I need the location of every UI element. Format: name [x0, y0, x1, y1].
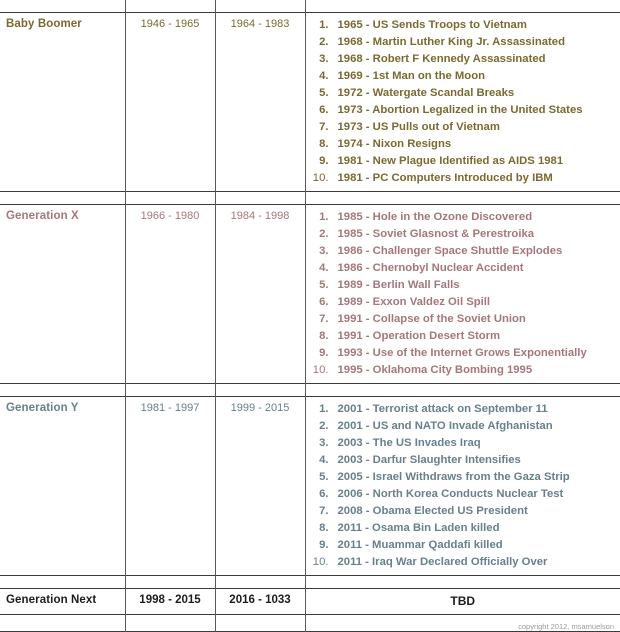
- event-text: 1968 - Robert F Kennedy Assassinated: [338, 53, 546, 65]
- event-number: 1.: [306, 209, 329, 226]
- footer-cell-events: [305, 615, 620, 632]
- birth-years-label: 1946 - 1965: [126, 13, 215, 30]
- event-list-item: [306, 153, 620, 170]
- event-number: 6.: [306, 102, 329, 119]
- event-text: 1968 - Martin Luther King Jr. Assassinated: [338, 36, 565, 48]
- table-row-baby-boomer[interactable]: [0, 13, 620, 192]
- event-list-item: [306, 17, 620, 34]
- footer-cell-coming: [215, 615, 305, 632]
- event-number: 9.: [306, 153, 329, 170]
- event-number: 5.: [306, 277, 329, 294]
- event-list-item: [306, 119, 620, 136]
- spacer-cell-events: [305, 384, 620, 397]
- event-text: 1974 - Nixon Resigns: [338, 138, 452, 150]
- events-list: [306, 205, 620, 383]
- event-list-item: [306, 34, 620, 51]
- cell-generation-name: [0, 397, 125, 576]
- event-list-item: [306, 209, 620, 226]
- event-list-item: [306, 311, 620, 328]
- event-list-item: [306, 486, 620, 503]
- event-text: 1995 - Oklahoma City Bombing 1995: [338, 364, 533, 376]
- generation-name-label: Generation X: [0, 205, 125, 222]
- event-list-item: [306, 226, 620, 243]
- copyright-notice: copyright 2012, msamuelson: [306, 616, 620, 631]
- event-list-item: [306, 294, 620, 311]
- spacer-cell-birth: [125, 192, 215, 205]
- event-text: 1985 - Soviet Glasnost & Perestroika: [338, 228, 535, 240]
- footer-row: [0, 615, 620, 632]
- event-list-item: [306, 85, 620, 102]
- event-list-item: [306, 503, 620, 520]
- spacer-cell-name: [0, 384, 125, 397]
- event-list-item: [306, 362, 620, 379]
- cell-coming-of-age-years: [215, 397, 305, 576]
- spacer-cell-coming: [215, 576, 305, 589]
- event-text: 1981 - New Plague Identified as AIDS 1981: [338, 155, 564, 167]
- event-text: 2006 - North Korea Conducts Nuclear Test: [338, 488, 564, 500]
- event-list-item: [306, 328, 620, 345]
- table-row-generation-y[interactable]: [0, 397, 620, 576]
- event-text: 2011 - Iraq War Declared Officially Over: [338, 556, 548, 568]
- event-number: 7.: [306, 503, 329, 520]
- event-text: 1972 - Watergate Scandal Breaks: [338, 87, 515, 99]
- table-row-generation-next[interactable]: [0, 589, 620, 615]
- event-number: 7.: [306, 119, 329, 136]
- event-text: 2005 - Israel Withdraws from the Gaza Strip: [338, 471, 570, 483]
- event-number: 10.: [306, 362, 329, 379]
- event-text: 1989 - Exxon Valdez Oil Spill: [338, 296, 491, 308]
- cell-generation-name: [0, 13, 125, 192]
- birth-years-label: 1981 - 1997: [126, 397, 215, 414]
- event-number: 10.: [306, 554, 329, 571]
- table-row-generation-x[interactable]: [0, 205, 620, 384]
- spacer-cell-name: [0, 576, 125, 589]
- event-text: 1981 - PC Computers Introduced by IBM: [338, 172, 553, 184]
- events-list: [306, 13, 620, 191]
- event-text: 2001 - US and NATO Invade Afghanistan: [338, 420, 553, 432]
- event-text: 1973 - Abortion Legalized in the United States: [338, 104, 583, 116]
- events-list: [306, 397, 620, 575]
- cell-birth-years: [125, 397, 215, 576]
- event-text: 1985 - Hole in the Ozone Discovered: [338, 211, 533, 223]
- event-text: 1991 - Collapse of the Soviet Union: [338, 313, 526, 325]
- spacer-cell-name: [0, 192, 125, 205]
- spacer-cell-coming: [215, 0, 305, 13]
- coming-of-age-years-label: 1984 - 1998: [216, 205, 305, 222]
- event-text: 2011 - Muammar Qaddafi killed: [338, 539, 503, 551]
- event-text: 2011 - Osama Bin Laden killed: [338, 522, 500, 534]
- cell-birth-years: [125, 205, 215, 384]
- event-list-item: [306, 520, 620, 537]
- cell-birth-years: [125, 589, 215, 615]
- event-number: 4.: [306, 260, 329, 277]
- event-list-item: [306, 452, 620, 469]
- footer-cell-birth: [125, 615, 215, 632]
- cell-generation-name: [0, 589, 125, 615]
- event-number: 2.: [306, 34, 329, 51]
- cell-defining-events: [305, 13, 620, 192]
- spacer-cell-coming: [215, 192, 305, 205]
- event-list-item: [306, 537, 620, 554]
- spacer-cell-coming: [215, 384, 305, 397]
- generation-name-label: Generation Y: [0, 397, 125, 414]
- event-number: 2.: [306, 226, 329, 243]
- event-number: 4.: [306, 452, 329, 469]
- coming-of-age-years-label: 1999 - 2015: [216, 397, 305, 414]
- event-number: 9.: [306, 345, 329, 362]
- event-text: 1986 - Challenger Space Shuttle Explodes: [338, 245, 563, 257]
- spacer-cell-birth: [125, 576, 215, 589]
- birth-years-label: 1966 - 1980: [126, 205, 215, 222]
- coming-of-age-years-label: 1964 - 1983: [216, 13, 305, 30]
- event-text: 2003 - Darfur Slaughter Intensifies: [338, 454, 521, 466]
- event-text: 2003 - The US Invades Iraq: [338, 437, 481, 449]
- cell-defining-events: [305, 589, 620, 615]
- tbd-label: TBD: [306, 589, 620, 610]
- generation-name-label: Baby Boomer: [0, 13, 125, 30]
- event-list-item: [306, 136, 620, 153]
- event-list-item: [306, 102, 620, 119]
- event-text: 1991 - Operation Desert Storm: [338, 330, 501, 342]
- event-list-item: [306, 260, 620, 277]
- event-list-item: [306, 469, 620, 486]
- event-number: 8.: [306, 136, 329, 153]
- event-text: 1973 - US Pulls out of Vietnam: [338, 121, 500, 133]
- cell-defining-events: [305, 397, 620, 576]
- event-number: 3.: [306, 51, 329, 68]
- event-list-item: [306, 418, 620, 435]
- event-text: 2001 - Terrorist attack on September 11: [338, 403, 548, 415]
- event-list-item: [306, 401, 620, 418]
- spacer-cell-events: [305, 576, 620, 589]
- event-list-item: [306, 51, 620, 68]
- event-list-item: [306, 170, 620, 187]
- cell-generation-name: [0, 205, 125, 384]
- top-spacer-row: [0, 0, 620, 13]
- event-number: 1.: [306, 17, 329, 34]
- spacer-cell-events: [305, 0, 620, 13]
- event-text: 1965 - US Sends Troops to Vietnam: [338, 19, 527, 31]
- event-list-item: [306, 68, 620, 85]
- event-text: 1986 - Chernobyl Nuclear Accident: [338, 262, 524, 274]
- event-number: 4.: [306, 68, 329, 85]
- event-number: 7.: [306, 311, 329, 328]
- cell-birth-years: [125, 13, 215, 192]
- event-number: 6.: [306, 294, 329, 311]
- cell-defining-events: [305, 205, 620, 384]
- event-number: 5.: [306, 469, 329, 486]
- footer-cell-name: [0, 615, 125, 632]
- event-list-item: [306, 243, 620, 260]
- event-list-item: [306, 435, 620, 452]
- spacer-row-after-geny: [0, 576, 620, 589]
- cell-coming-of-age-years: [215, 13, 305, 192]
- spacer-cell-birth: [125, 0, 215, 13]
- generation-name-label: Generation Next: [0, 589, 125, 606]
- event-number: 3.: [306, 243, 329, 260]
- event-number: 1.: [306, 401, 329, 418]
- event-list-item: [306, 345, 620, 362]
- event-text: 2008 - Obama Elected US President: [338, 505, 528, 517]
- event-text: 1993 - Use of the Internet Grows Exponentially: [338, 347, 587, 359]
- cell-coming-of-age-years: [215, 205, 305, 384]
- event-number: 5.: [306, 85, 329, 102]
- event-list-item: [306, 277, 620, 294]
- event-text: 1989 - Berlin Wall Falls: [338, 279, 460, 291]
- event-number: 10.: [306, 170, 329, 187]
- event-number: 8.: [306, 328, 329, 345]
- event-number: 3.: [306, 435, 329, 452]
- spacer-cell-birth: [125, 384, 215, 397]
- coming-of-age-years-label: 2016 - 1033: [216, 589, 305, 606]
- spacer-cell-name: [0, 0, 125, 13]
- event-number: 8.: [306, 520, 329, 537]
- cell-coming-of-age-years: [215, 589, 305, 615]
- spacer-row-after-boomer: [0, 192, 620, 205]
- birth-years-label: 1998 - 2015: [126, 589, 215, 606]
- event-text: 1969 - 1st Man on the Moon: [338, 70, 486, 82]
- spacer-cell-events: [305, 192, 620, 205]
- event-number: 6.: [306, 486, 329, 503]
- event-list-item: [306, 554, 620, 571]
- event-number: 2.: [306, 418, 329, 435]
- event-number: 9.: [306, 537, 329, 554]
- spacer-row-after-genx: [0, 384, 620, 397]
